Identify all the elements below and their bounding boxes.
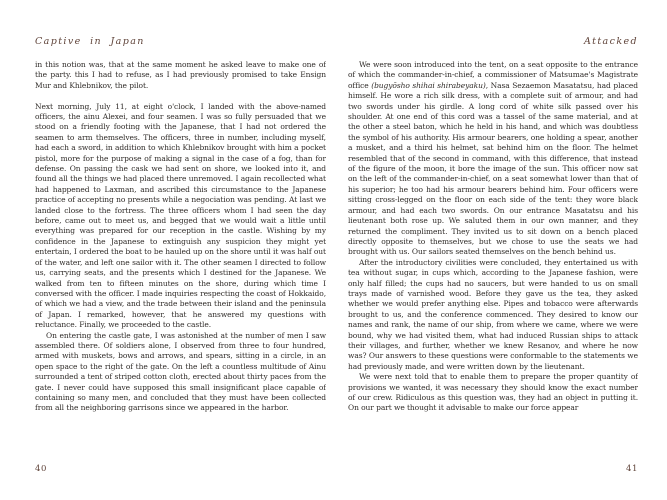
text-run: in this notion was, that at the same moment he asked leave to make one of the party. this I had to refuse, as I had previously promised to take Ensign Mur and Khlebnikov, the pilot. xyxy=(35,60,326,90)
italic-phrase: (bugyōsho shihai shirabeyaku) xyxy=(371,80,486,90)
paragraph xyxy=(348,60,638,258)
paragraph xyxy=(35,102,326,331)
page-left xyxy=(35,36,326,500)
page-right xyxy=(348,36,638,500)
paragraph xyxy=(35,331,326,414)
page-number-right: 41 xyxy=(625,464,638,474)
running-header-chapter-title: Attacked xyxy=(584,36,638,47)
page-body-right xyxy=(348,60,638,414)
page-number-left: 40 xyxy=(35,464,48,474)
text-run: We were soon introduced into the tent, on a seat opposite to the entrance of which the commander-in-chief, a commissioner of Matsumae's Magistrate office xyxy=(348,60,638,90)
paragraph xyxy=(35,60,326,91)
paragraph xyxy=(348,258,638,372)
text-run: After the introductory civilities were concluded, they entertained us with tea without sugar, in cups which, according to the Japanese fashion, were only half filled; the cups had no saucers, but were handed to us on small trays made of varnished wood. Before they gave us the tea, they asked whether we would prefer anything else. Pipes and tobacco were afterwards brought to us, and the conference commenced. They desired to know our names and rank, the name of our ship, from where we came, where we were bound, why we had visited them, what had induced Russian ships to attack their villages, and further, whether we knew Resanov, and where he now was? Our answers to these questions were conformable to the statements we had previously made, and were written down by the lieutenant. xyxy=(348,257,638,371)
page-body-left xyxy=(35,60,326,414)
paragraph xyxy=(348,372,638,414)
text-run: Next morning, July 11, at eight o'clock, I landed with the above-named officers, the ainu Alexei, and four seamen. I was so fully persuaded that we stood on a friendly footing with the Japanese, that I had not ordered the seamen to arm themselves. The officers, three in number, including myself, had each a sword, in addition to which Khlebnikov brought with him a pocket pistol, more for the purpose of making a signal in the case of a fog, than for defense. On passing the cask we had sent on shore, we looked into it, and found all the things we had placed there unremoved. I again recollected what had happened to Laxman, and ascribed this circumstance to the Japanese practice of accepting no presents while a negociation was pending. At last we landed close to the fortress. The three officers whom I had seen the day before, came out to meet us, and begged that we would wait a little until everything was prepared for our reception in the castle. Wishing by my confidence in the Japanese to extinguish any suspicion they might yet entertain, I ordered the boat to be hauled up on the shore until it was half out of the water, and left one sailor with it. The other seamen I directed to follow us, carrying seats, and the presents which I destined for the Japanese. We walked from ten to fifteen minutes on the shore, during which time I conversed with the officer. I made inquiries respecting the coast of Hokkaido, of which we had a view, and the trade between their island and the peninsula of Japan. I remarked, however, that he answered my questions with reluctance. Finally, we proceeded to the castle. xyxy=(35,101,326,330)
text-run: On entering the castle gate, I was astonished at the number of men I saw assembled there. Of soldiers alone, I observed from three to four hundred, armed with muskets, bows and arrows, and spears, sitting in a circle, in an open space to the right of the gate. On the left a countless multitude of Ainu surrounded a tent of striped cotton cloth, erected about thirty paces from the gate. I never could have supposed this small insignificant place capable of containing so many men, and concluded that they must have been collected from all the neighboring garrisons since we appeared in the harbor. xyxy=(35,330,326,413)
running-header-book-title: Captive in Japan xyxy=(35,36,145,47)
text-run: , Nasa Sezaemon Masatatsu, had placed himself. He wore a rich silk dress, with a complete suit of armour, and had two swords under his girdle. A long cord of white silk passed over his shoulder. At one end of this cord was a tassel of the same material, and at the other a steel baton, which he held in his hand, and which was doubtless the symbol of his authority. His armour bearers, one holding a spear, another a musket, and a third his helmet, sat behind him on the floor. The helmet resembled that of the second in command, with this difference, that instead of the figure of the moon, it bore the image of the sun. This officer now sat on the left of the commander-in-chief, on a seat somewhat lower than that of his superior; he too had his armour bearers behind him. Four officers were sitting cross-legged on the floor on each side of the tent: they wore black armour, and had each two swords. On our entrance Masatatsu and his lieutenant both rose up. We saluted them in our own manner, and they returned the compliment. They invited us to sit down on a bench placed directly opposite to themselves, but we chose to use the seats we had brought with us. Our sailors seated themselves on the bench behind us. xyxy=(348,80,638,257)
text-run: We were next told that to enable them to prepare the proper quantity of provisions we wanted, it was necessary they should know the exact number of our crew. Ridiculous as this question was, they had an object in putting it. On our part we thought it advisable to make our force appear xyxy=(348,372,638,413)
